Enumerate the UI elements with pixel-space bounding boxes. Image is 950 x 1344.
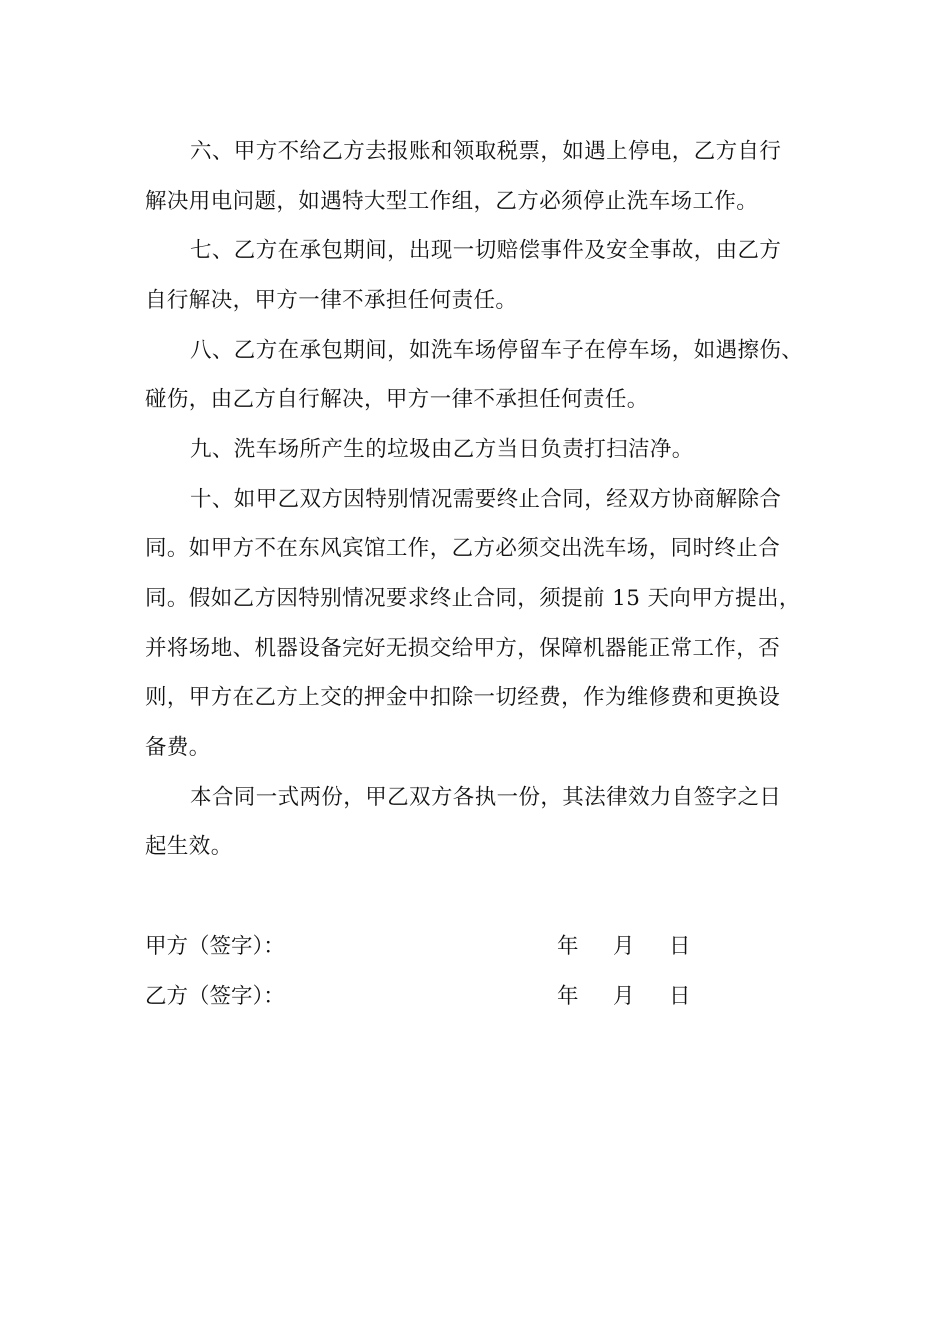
closing-line-2: 起生效。: [145, 834, 233, 859]
clause-10-line-2: 同。如甲方不在东风宾馆工作，乙方必须交出洗车场，同时终止合: [145, 536, 781, 561]
party-b-day-label: 日: [669, 984, 691, 1009]
clause-10-line-1: 十、如甲乙双方因特别情况需要终止合同，经双方协商解除合: [190, 487, 782, 512]
party-a-signature-label: 甲方（签字）：: [145, 934, 285, 959]
clause-6-line-1: 六、甲方不给乙方去报账和领取税票，如遇上停电，乙方自行: [190, 139, 782, 164]
clause-7-line-1: 七、乙方在承包期间，出现一切赔偿事件及安全事故，由乙方: [190, 238, 782, 263]
clause-10-line-3: 同。假如乙方因特别情况要求终止合同，须提前 15 天向甲方提出，: [145, 586, 801, 611]
clause-10-line-5: 则，甲方在乙方上交的押金中扣除一切经费，作为维修费和更换设: [145, 685, 781, 710]
party-a-month-label: 月: [613, 934, 635, 959]
clause-8-line-1: 八、乙方在承包期间，如洗车场停留车子在停车场，如遇擦伤、: [190, 338, 804, 363]
clause-6-line-2: 解决用电问题，如遇特大型工作组，乙方必须停止洗车场工作。: [145, 189, 759, 214]
party-b-signature-label: 乙方（签字）：: [145, 984, 285, 1009]
clause-10-line-4: 并将场地、机器设备完好无损交给甲方，保障机器能正常工作，否: [145, 636, 781, 661]
party-a-year-label: 年: [557, 934, 579, 959]
party-b-month-label: 月: [613, 984, 635, 1009]
clause-9-line-1: 九、洗车场所产生的垃圾由乙方当日负责打扫洁净。: [190, 437, 694, 462]
closing-line-1: 本合同一式两份，甲乙双方各执一份，其法律效力自签字之日: [190, 785, 782, 810]
party-a-day-label: 日: [669, 934, 691, 959]
clause-10-line-6: 备费。: [145, 735, 211, 760]
party-b-year-label: 年: [557, 984, 579, 1009]
clause-7-line-2: 自行解决，甲方一律不承担任何责任。: [145, 288, 518, 313]
clause-8-line-2: 碰伤，由乙方自行解决，甲方一律不承担任何责任。: [145, 387, 649, 412]
